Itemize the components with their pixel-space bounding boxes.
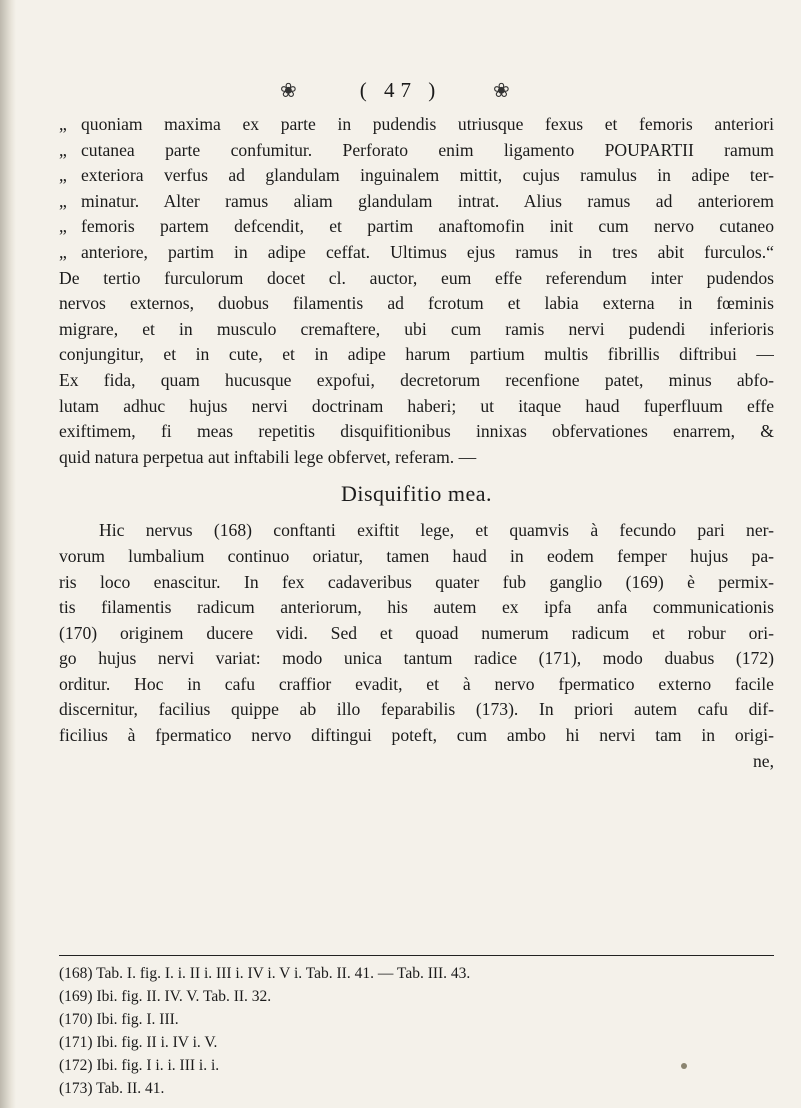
page-binding-edge [0,0,16,1108]
text-line: vorum lumbalium continuo oriatur, tamen haud in eodem femper hujus pa- [59,545,774,566]
text-line: De tertio furculorum docet cl. auctor, eum effe referendum inter pudendos [59,267,774,288]
text-line: conjungitur, et in cute, et in adipe harum partium multis fibrillis diftribui — [59,344,774,365]
page-header [0,76,801,106]
quoted-line: „ cutanea parte confumitur. Perforato enim ligamento POUPARTII ramum [59,138,774,164]
quoted-line: „ anteriore, partim in adipe ceffat. Ultimus ejus ramus in tres abit furculos.“ [59,240,774,266]
quote-mark: „ [59,114,67,134]
quote-mark: „ [59,216,67,237]
text-line: nervos externos, duobus filamentis ad fcrotum et labia externa in fœminis [59,293,774,314]
text-line: Hic nervus (168) conftanti exiftit lege, et quamvis à fecundo pari ner- [99,520,774,541]
text-line: exiftimem, fi meas repetitis disquifitionibus innixas obfervationes enarrem, & [59,421,774,442]
footnote: (170) Ibi. fig. I. III. [59,1011,179,1028]
footnote: (171) Ibi. fig. II i. IV i. V. [59,1034,218,1051]
quote-mark: „ [59,241,67,262]
footnote-divider [59,955,774,956]
paragraph-disquisitio [59,518,774,774]
footnote: (169) Ibi. fig. II. IV. V. Tab. II. 32. [59,988,272,1005]
main-text [59,112,774,774]
footnotes [59,962,774,1100]
text-line: (170) originem ducere vidi. Sed et quoad numerum radicum et robur ori- [59,622,774,643]
quoted-line: „ quoniam maxima ex parte in pudendis utriusque fexus et femoris anteriori [59,112,774,138]
text-line: ris loco enascitur. In fex cadaveribus quater fub ganglio (169) è permix- [59,571,774,592]
quote-mark: „ [59,190,67,211]
text-line: orditur. Hoc in cafu craffior evadit, et à nervo fpermatico externo facile [59,673,774,694]
text-line: lutam adhuc hujus nervi doctrinam haberi; ut itaque haud fuperfluum effe [59,395,774,416]
text-line: migrare, et in musculo cremaftere, ubi cum ramis nervi pudendi inferioris [59,318,774,339]
text-line: discernitur, facilius quippe ab illo feparabilis (173). In priori autem cafu dif- [59,699,774,720]
quoted-line: „ femoris partem defcendit, et partim anaftomofin init cum nervo cutaneo [59,214,774,240]
text-line: Ex fida, quam hucusque expofui, decretorum recenfione patet, minus abfo- [59,369,774,390]
fleuron-left-icon: ❀ [280,80,297,102]
paragraph-auctor [59,266,774,471]
footnote: (172) Ibi. fig. I i. i. III i. i. [59,1057,220,1074]
footnote: (173) Tab. II. 41. [59,1080,165,1097]
quoted-line: „ minatur. Alter ramus aliam glandulam intrat. Alius ramus ad anteriorem [59,189,774,215]
footnote: (168) Tab. I. fig. I. i. II i. III i. IV i. V i. Tab. II. 41. — Tab. III. 43. [59,965,471,982]
page-number: ( 47 ) [359,78,442,102]
text-line: ficilius à fpermatico nervo diftingui poteft, cum ambo hi nervi tam in origi- [59,725,774,746]
fleuron-right-icon: ❀ [493,80,510,102]
quote-mark: „ [59,139,67,160]
text-line: go hujus nervi variat: modo unica tantum radice (171), modo duabus (172) [59,648,774,669]
quoted-line: „ exteriora verfus ad glandulam inguinalem mittit, cujus ramulus in adipe ter- [59,163,774,189]
text-line: tis filamentis radicum anteriorum, his autem ex ipfa anfa communicationis [59,597,774,618]
text-line: quid natura perpetua aut inftabili lege obfervet, referam. — [59,446,477,467]
ink-spot [681,1063,687,1069]
section-heading: Disquifitio mea. [341,481,492,507]
quote-mark: „ [59,165,67,186]
catchword: ne, [752,750,774,771]
quoted-passage [59,112,774,266]
